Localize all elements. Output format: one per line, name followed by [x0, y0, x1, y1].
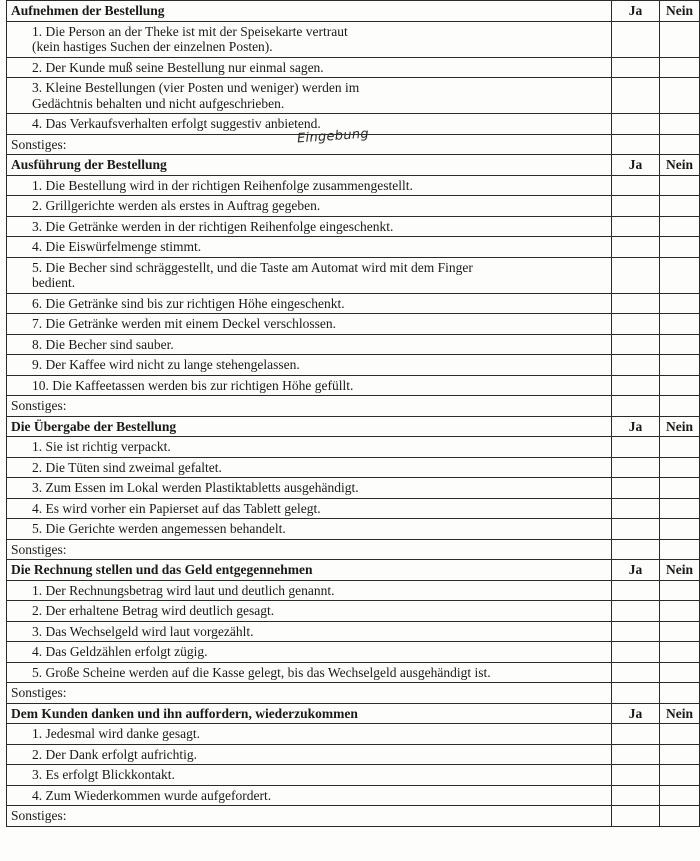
checklist-item-row — [7, 785, 700, 806]
checklist-item-row — [7, 662, 700, 683]
section-header — [7, 416, 700, 437]
other-field[interactable] — [7, 806, 612, 827]
ja-checkbox-cell[interactable] — [612, 744, 660, 765]
checklist-item-row — [7, 498, 700, 519]
nein-checkbox-cell[interactable] — [660, 662, 700, 683]
checklist-item-row — [7, 457, 700, 478]
ja-checkbox-cell[interactable] — [612, 621, 660, 642]
nein-checkbox-cell[interactable] — [660, 519, 700, 540]
checklist-item-row — [7, 724, 700, 745]
checklist-item-row — [7, 334, 700, 355]
checklist-item-text: 1. Sie ist richtig verpackt. — [7, 437, 612, 458]
checklist-item-row — [7, 765, 700, 786]
checklist-item-row — [7, 314, 700, 335]
ja-checkbox-cell[interactable] — [612, 498, 660, 519]
ja-checkbox-cell[interactable] — [612, 785, 660, 806]
nein-checkbox-cell[interactable] — [660, 765, 700, 786]
other-nein-cell — [660, 539, 700, 560]
other-ja-cell — [612, 683, 660, 704]
checklist-item-row — [7, 237, 700, 258]
nein-checkbox-cell[interactable] — [660, 580, 700, 601]
other-nein-cell — [660, 134, 700, 155]
other-ja-cell — [612, 806, 660, 827]
other-label: Sonstiges: — [11, 685, 67, 700]
column-header-nein: Nein — [660, 703, 700, 724]
checklist-item-text: 2. Der Kunde muß seine Bestellung nur einmal sagen. — [7, 57, 612, 78]
nein-checkbox-cell[interactable] — [660, 601, 700, 622]
checklist-item-row — [7, 519, 700, 540]
handwritten-note: Eingebung — [296, 126, 370, 146]
section-header — [7, 155, 700, 176]
checklist-item-row — [7, 375, 700, 396]
nein-checkbox-cell[interactable] — [660, 478, 700, 499]
nein-checkbox-cell[interactable] — [660, 257, 700, 293]
checklist-item-text: 1. Die Person an der Theke ist mit der Speisekarte vertraut (kein hastiges Suchen der einzelnen Posten). — [7, 21, 612, 57]
other-label: Sonstiges: — [11, 398, 67, 413]
checklist-item-text: 4. Das Geldzählen erfolgt zügig. — [7, 642, 612, 663]
checklist-item-text: 2. Die Tüten sind zweimal gefaltet. — [7, 457, 612, 478]
other-ja-cell — [612, 539, 660, 560]
checklist-item-text: 2. Der Dank erfolgt aufrichtig. — [7, 744, 612, 765]
nein-checkbox-cell[interactable] — [660, 785, 700, 806]
checklist-item-text: 3. Es erfolgt Blickkontakt. — [7, 765, 612, 786]
column-header-ja: Ja — [612, 416, 660, 437]
ja-checkbox-cell[interactable] — [612, 355, 660, 376]
checklist-item-row — [7, 78, 700, 114]
ja-checkbox-cell[interactable] — [612, 21, 660, 57]
ja-checkbox-cell[interactable] — [612, 519, 660, 540]
ja-checkbox-cell[interactable] — [612, 375, 660, 396]
nein-checkbox-cell[interactable] — [660, 457, 700, 478]
checklist-item-text: 1. Die Bestellung wird in der richtigen Reihenfolge zusammengestellt. — [7, 175, 612, 196]
other-field[interactable] — [7, 683, 612, 704]
checklist-item-row — [7, 21, 700, 57]
checklist-item-text: 5. Die Gerichte werden angemessen behandelt. — [7, 519, 612, 540]
ja-checkbox-cell[interactable] — [612, 78, 660, 114]
ja-checkbox-cell[interactable] — [612, 334, 660, 355]
checklist-table — [6, 0, 700, 827]
ja-checkbox-cell[interactable] — [612, 257, 660, 293]
ja-checkbox-cell[interactable] — [612, 114, 660, 135]
checklist-item-row — [7, 293, 700, 314]
column-header-ja: Ja — [612, 703, 660, 724]
checklist-item-text: 1. Jedesmal wird danke gesagt. — [7, 724, 612, 745]
checklist-item-text: 2. Der erhaltene Betrag wird deutlich gesagt. — [7, 601, 612, 622]
column-header-nein: Nein — [660, 416, 700, 437]
other-row — [7, 539, 700, 560]
checklist-item-text: 3. Zum Essen im Lokal werden Plastiktabletts ausgehändigt. — [7, 478, 612, 499]
column-header-ja: Ja — [612, 560, 660, 581]
checklist-item-row — [7, 257, 700, 293]
other-nein-cell — [660, 806, 700, 827]
checklist-item-text: 6. Die Getränke sind bis zur richtigen Höhe eingeschenkt. — [7, 293, 612, 314]
checklist-item-text: 2. Grillgerichte werden als erstes in Auftrag gegeben. — [7, 196, 612, 217]
nein-checkbox-cell[interactable] — [660, 237, 700, 258]
ja-checkbox-cell[interactable] — [612, 601, 660, 622]
checklist-item-text: 10. Die Kaffeetassen werden bis zur richtigen Höhe gefüllt. — [7, 375, 612, 396]
nein-checkbox-cell[interactable] — [660, 724, 700, 745]
nein-checkbox-cell[interactable] — [660, 216, 700, 237]
nein-checkbox-cell[interactable] — [660, 375, 700, 396]
nein-checkbox-cell[interactable] — [660, 355, 700, 376]
checklist-item-text: 7. Die Getränke werden mit einem Deckel verschlossen. — [7, 314, 612, 335]
checklist-item-text: 1. Der Rechnungsbetrag wird laut und deutlich genannt. — [7, 580, 612, 601]
checklist-item-text: 4. Zum Wiederkommen wurde aufgefordert. — [7, 785, 612, 806]
checklist-item-row — [7, 621, 700, 642]
nein-checkbox-cell[interactable] — [660, 621, 700, 642]
checklist-item-text: 3. Kleine Bestellungen (vier Posten und weniger) werden im Gedächtnis behalten und nicht aufgeschrieben. — [7, 78, 612, 114]
nein-checkbox-cell[interactable] — [660, 293, 700, 314]
nein-checkbox-cell[interactable] — [660, 196, 700, 217]
other-ja-cell — [612, 396, 660, 417]
ja-checkbox-cell[interactable] — [612, 724, 660, 745]
checklist-item-row — [7, 642, 700, 663]
ja-checkbox-cell[interactable] — [612, 216, 660, 237]
checklist-item-text: 9. Der Kaffee wird nicht zu lange stehengelassen. — [7, 355, 612, 376]
nein-checkbox-cell[interactable] — [660, 498, 700, 519]
other-row — [7, 806, 700, 827]
other-nein-cell — [660, 396, 700, 417]
ja-checkbox-cell[interactable] — [612, 662, 660, 683]
nein-checkbox-cell[interactable] — [660, 334, 700, 355]
ja-checkbox-cell[interactable] — [612, 57, 660, 78]
other-label: Sonstiges: — [11, 808, 67, 823]
section-title: Die Übergabe der Bestellung — [7, 416, 612, 437]
nein-checkbox-cell[interactable] — [660, 175, 700, 196]
other-field[interactable] — [7, 396, 612, 417]
checklist-item-text: 4. Die Eiswürfelmenge stimmt. — [7, 237, 612, 258]
checklist-item-row — [7, 175, 700, 196]
checklist-item-text: 5. Die Becher sind schräggestellt, und die Taste am Automat wird mit dem Finger bedient. — [7, 257, 612, 293]
checklist-item-row — [7, 196, 700, 217]
other-label: Sonstiges: — [11, 541, 67, 557]
checklist-item-text: 4. Es wird vorher ein Papierset auf das Tablett gelegt. — [7, 498, 612, 519]
column-header-nein: Nein — [660, 560, 700, 581]
ja-checkbox-cell[interactable] — [612, 437, 660, 458]
checklist-item-text: 8. Die Becher sind sauber. — [7, 334, 612, 355]
section-title: Dem Kunden danken und ihn auffordern, wiederzukommen — [7, 703, 612, 724]
checklist-item-text: 3. Das Wechselgeld wird laut vorgezählt. — [7, 621, 612, 642]
section-header — [7, 703, 700, 724]
section-header — [7, 560, 700, 581]
section-title: Aufnehmen der Bestellung — [7, 1, 612, 22]
nein-checkbox-cell[interactable] — [660, 78, 700, 114]
checklist-item-row — [7, 478, 700, 499]
nein-checkbox-cell[interactable] — [660, 21, 700, 57]
checklist-item-text: 4. Das Verkaufsverhalten erfolgt suggestiv anbietend. — [7, 114, 612, 135]
checklist-item-row — [7, 355, 700, 376]
column-header-nein: Nein — [660, 155, 700, 176]
ja-checkbox-cell[interactable] — [612, 580, 660, 601]
other-field[interactable] — [7, 126, 612, 155]
ja-checkbox-cell[interactable] — [612, 175, 660, 196]
ja-checkbox-cell[interactable] — [612, 642, 660, 663]
nein-checkbox-cell[interactable] — [660, 744, 700, 765]
section-header — [7, 1, 700, 22]
nein-checkbox-cell[interactable] — [660, 437, 700, 458]
other-label: Sonstiges: — [11, 136, 67, 152]
checklist-item-row — [7, 601, 700, 622]
checklist-item-text: 3. Die Getränke werden in der richtigen Reihenfolge eingeschenkt. — [7, 216, 612, 237]
other-row — [7, 683, 700, 704]
ja-checkbox-cell[interactable] — [612, 457, 660, 478]
checklist-item-row — [7, 216, 700, 237]
ja-checkbox-cell[interactable] — [612, 237, 660, 258]
ja-checkbox-cell[interactable] — [612, 765, 660, 786]
checklist-item-text: 5. Große Scheine werden auf die Kasse gelegt, bis das Wechselgeld ausgehändigt ist. — [7, 662, 612, 683]
other-row — [7, 396, 700, 417]
column-header-nein: Nein — [660, 1, 700, 22]
checklist-item-row — [7, 580, 700, 601]
column-header-ja: Ja — [612, 1, 660, 22]
section-title: Die Rechnung stellen und das Geld entgegennehmen — [7, 560, 612, 581]
other-ja-cell — [612, 134, 660, 155]
section-title: Ausführung der Bestellung — [7, 155, 612, 176]
ja-checkbox-cell[interactable] — [612, 478, 660, 499]
ja-checkbox-cell[interactable] — [612, 314, 660, 335]
other-field[interactable] — [7, 539, 612, 560]
checklist-item-row — [7, 57, 700, 78]
checklist-item-row — [7, 744, 700, 765]
nein-checkbox-cell[interactable] — [660, 642, 700, 663]
ja-checkbox-cell[interactable] — [612, 196, 660, 217]
nein-checkbox-cell[interactable] — [660, 114, 700, 135]
other-row — [7, 134, 700, 155]
other-nein-cell — [660, 683, 700, 704]
nein-checkbox-cell[interactable] — [660, 57, 700, 78]
nein-checkbox-cell[interactable] — [660, 314, 700, 335]
ja-checkbox-cell[interactable] — [612, 293, 660, 314]
checklist-item-row — [7, 437, 700, 458]
column-header-ja: Ja — [612, 155, 660, 176]
